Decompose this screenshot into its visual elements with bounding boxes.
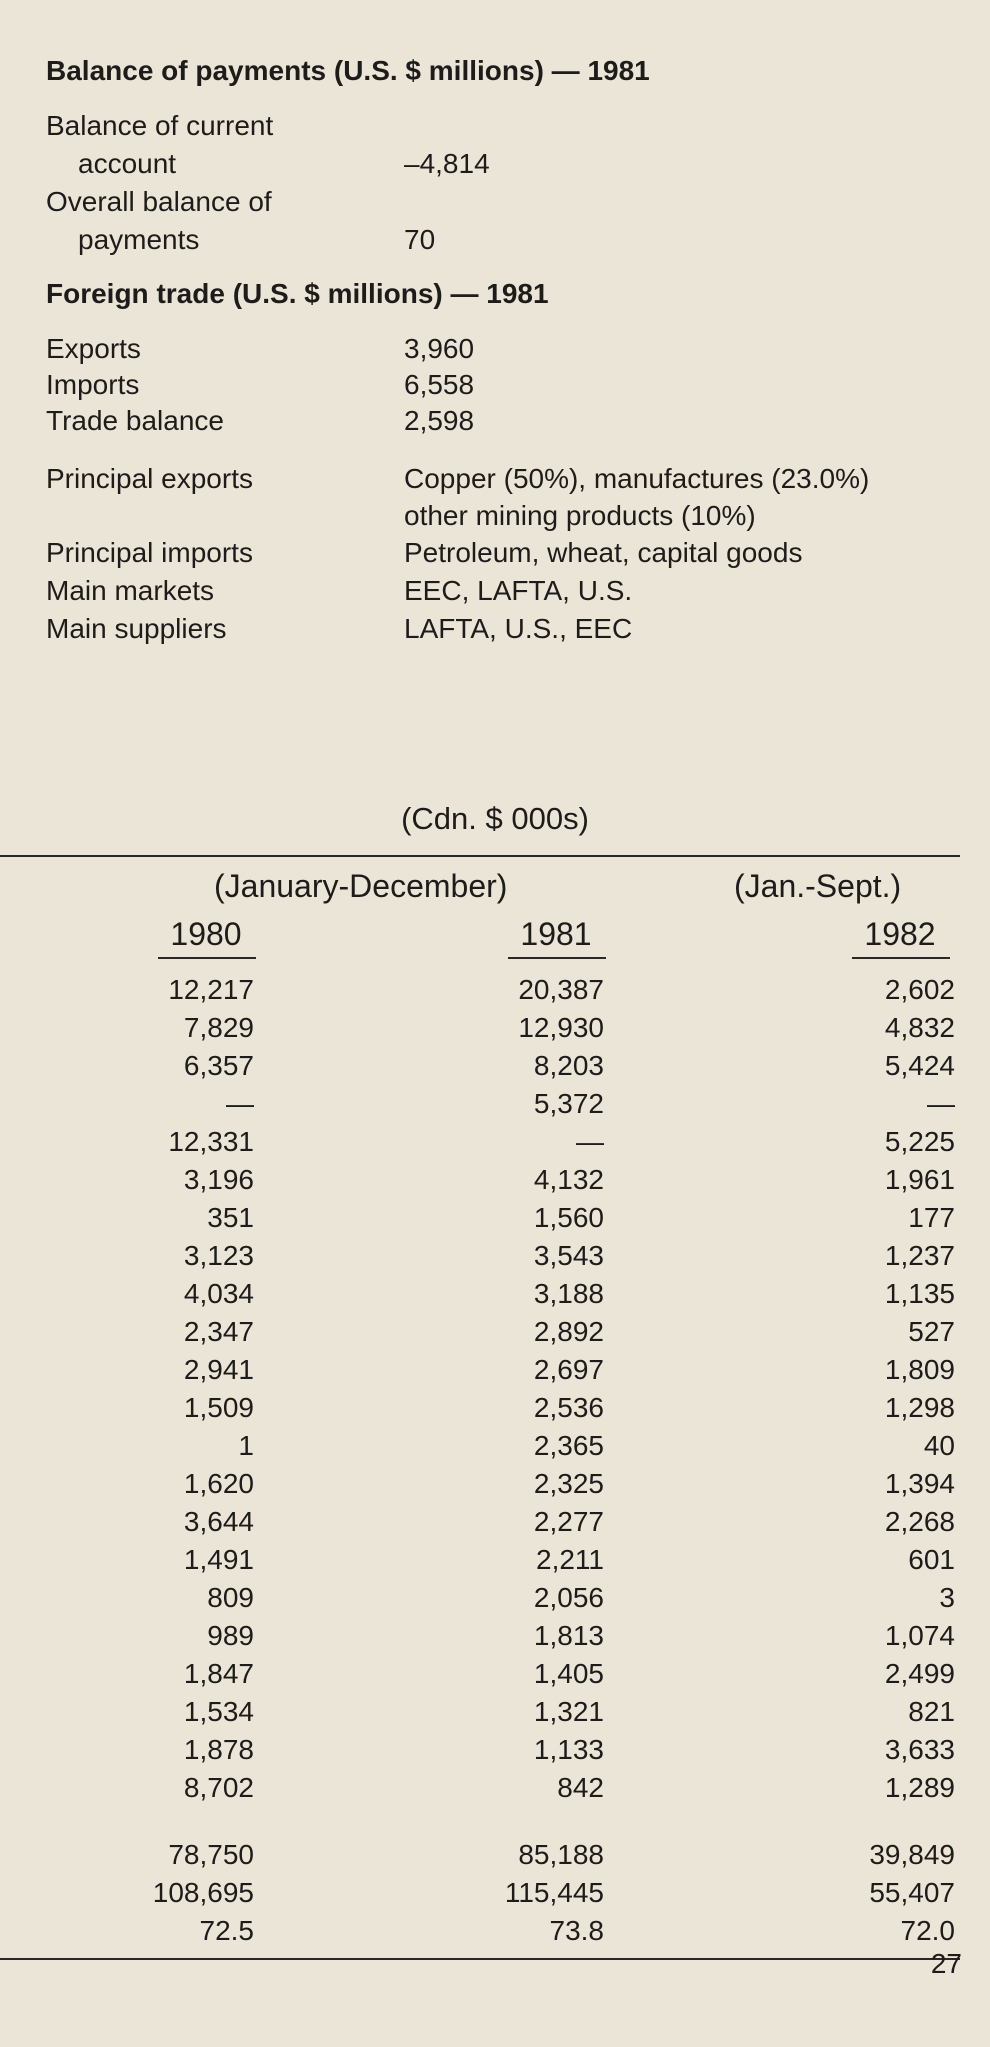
- period-partial-heading: (Jan.-Sept.): [734, 868, 902, 904]
- table-top-rule: [0, 855, 960, 857]
- overall-balance-label-2: payments: [78, 224, 200, 255]
- cell-1982: 3: [939, 1582, 955, 1613]
- cell-1981: 2,536: [533, 1392, 604, 1423]
- cell-1980: 12,331: [168, 1126, 254, 1157]
- cell-1982: 527: [908, 1316, 955, 1347]
- cell-1982: 4,832: [884, 1012, 955, 1043]
- year-1980-underline: [158, 957, 256, 959]
- cell-1982: 72.0: [900, 1915, 955, 1946]
- cell-1982: 40: [923, 1430, 955, 1461]
- table-caption: (Cdn. $ 000s): [401, 801, 589, 836]
- cell-1980: 108,695: [152, 1877, 254, 1908]
- principal-exports-value-2: other mining products (10%): [404, 500, 756, 531]
- cell-1981: 85,188: [518, 1839, 604, 1870]
- cell-1982: 2,499: [884, 1658, 955, 1689]
- cell-1982: 39,849: [869, 1839, 955, 1870]
- overall-balance-label-1: Overall balance of: [46, 186, 272, 217]
- cell-1980: 8,702: [183, 1772, 254, 1803]
- current-account-label-2: account: [78, 148, 177, 179]
- cell-1982: 1,289: [884, 1772, 955, 1803]
- main-suppliers-label: Main suppliers: [46, 613, 227, 644]
- principal-imports-value: Petroleum, wheat, capital goods: [404, 537, 803, 568]
- cell-1982: 5,225: [884, 1126, 955, 1157]
- cell-1980: 1,847: [183, 1658, 254, 1689]
- current-account-value: –4,814: [404, 148, 490, 179]
- cell-1981: 2,056: [533, 1582, 604, 1613]
- cell-1982: 1,961: [884, 1164, 955, 1195]
- cell-1981: 2,211: [536, 1544, 604, 1575]
- cell-1982: —: [927, 1088, 955, 1119]
- cell-1981: 8,203: [533, 1050, 604, 1081]
- cell-1982: 5,424: [884, 1050, 955, 1081]
- imports-label: Imports: [46, 369, 140, 400]
- cell-1980: 989: [207, 1620, 254, 1651]
- cell-1980: 2,941: [183, 1354, 254, 1385]
- cell-1982: 1,298: [884, 1392, 955, 1423]
- cell-1980: 809: [207, 1582, 254, 1613]
- cell-1981: 115,445: [504, 1877, 604, 1908]
- cell-1981: 1,560: [533, 1202, 604, 1233]
- cell-1981: 73.8: [549, 1915, 604, 1946]
- cell-1980: 4,034: [183, 1278, 254, 1309]
- cell-1981: 5,372: [533, 1088, 604, 1119]
- cell-1981: 2,697: [533, 1354, 604, 1385]
- cell-1981: 4,132: [533, 1164, 604, 1195]
- exports-value: 3,960: [404, 333, 475, 364]
- cell-1980: 3,123: [183, 1240, 254, 1271]
- main-markets-value: EEC, LAFTA, U.S.: [404, 575, 633, 606]
- cell-1980: —: [226, 1088, 254, 1119]
- cell-1981: 1,813: [533, 1620, 604, 1651]
- cell-1980: 1,620: [183, 1468, 254, 1499]
- cell-1980: 12,217: [168, 974, 254, 1005]
- cell-1980: 6,357: [183, 1050, 254, 1081]
- year-1982-underline: [852, 957, 950, 959]
- cell-1982: 2,268: [884, 1506, 955, 1537]
- exports-label: Exports: [46, 333, 141, 364]
- cell-1980: 2,347: [183, 1316, 254, 1347]
- cell-1980: 7,829: [183, 1012, 254, 1043]
- balance-heading: Balance of payments (U.S. $ millions) — 1981: [46, 55, 650, 86]
- year-1981: 1981: [520, 916, 592, 952]
- cell-1981: 1,405: [533, 1658, 604, 1689]
- cell-1981: 2,277: [533, 1506, 604, 1537]
- cell-1980: 1,509: [183, 1392, 254, 1423]
- trade-balance-value: 2,598: [404, 405, 475, 436]
- cell-1982: 55,407: [869, 1877, 955, 1908]
- year-1982: 1982: [864, 916, 936, 952]
- cell-1982: 2,602: [884, 974, 955, 1005]
- cell-1980: 1,534: [183, 1696, 254, 1727]
- cell-1982: 1,809: [884, 1354, 955, 1385]
- cell-1982: 1,135: [884, 1278, 955, 1309]
- cell-1982: 1,074: [884, 1620, 955, 1651]
- year-1981-underline: [508, 957, 606, 959]
- cell-1981: 1,133: [533, 1734, 604, 1765]
- cell-1980: 72.5: [199, 1915, 254, 1946]
- cell-1980: 3,644: [183, 1506, 254, 1537]
- cell-1982: 177: [908, 1202, 955, 1233]
- cell-1982: 1,394: [884, 1468, 955, 1499]
- cell-1980: 351: [207, 1202, 254, 1233]
- cell-1981: 842: [557, 1772, 604, 1803]
- principal-imports-label: Principal imports: [46, 537, 253, 568]
- table-bottom-rule: [0, 1958, 960, 1960]
- cell-1981: 12,930: [518, 1012, 604, 1043]
- principal-exports-label: Principal exports: [46, 463, 253, 494]
- cell-1982: 1,237: [884, 1240, 955, 1271]
- page-number: 27: [930, 1948, 962, 1979]
- cell-1981: 2,892: [533, 1316, 604, 1347]
- trade-heading: Foreign trade (U.S. $ millions) — 1981: [46, 278, 549, 309]
- period-full-heading: (January-December): [214, 868, 508, 904]
- cell-1980: 1: [238, 1430, 254, 1461]
- cell-1980: 3,196: [183, 1164, 254, 1195]
- cell-1981: 2,325: [533, 1468, 604, 1499]
- cell-1982: 821: [908, 1696, 955, 1727]
- cell-1980: 78,750: [168, 1839, 254, 1870]
- imports-value: 6,558: [404, 369, 475, 400]
- principal-exports-value-1: Copper (50%), manufactures (23.0%): [404, 463, 870, 494]
- cell-1982: 601: [908, 1544, 955, 1575]
- cell-1980: 1,491: [183, 1544, 254, 1575]
- cell-1981: 3,188: [533, 1278, 604, 1309]
- current-account-label-1: Balance of current: [46, 110, 274, 141]
- overall-balance-value: 70: [404, 224, 436, 255]
- cell-1981: —: [576, 1126, 604, 1157]
- cell-1981: 20,387: [518, 974, 604, 1005]
- main-markets-label: Main markets: [46, 575, 215, 606]
- cell-1980: 1,878: [183, 1734, 254, 1765]
- cell-1981: 3,543: [533, 1240, 604, 1271]
- trade-balance-label: Trade balance: [46, 405, 224, 436]
- cell-1981: 2,365: [533, 1430, 604, 1461]
- main-suppliers-value: LAFTA, U.S., EEC: [404, 613, 633, 644]
- year-1980: 1980: [170, 916, 242, 952]
- cell-1982: 3,633: [884, 1734, 955, 1765]
- cell-1981: 1,321: [533, 1696, 604, 1727]
